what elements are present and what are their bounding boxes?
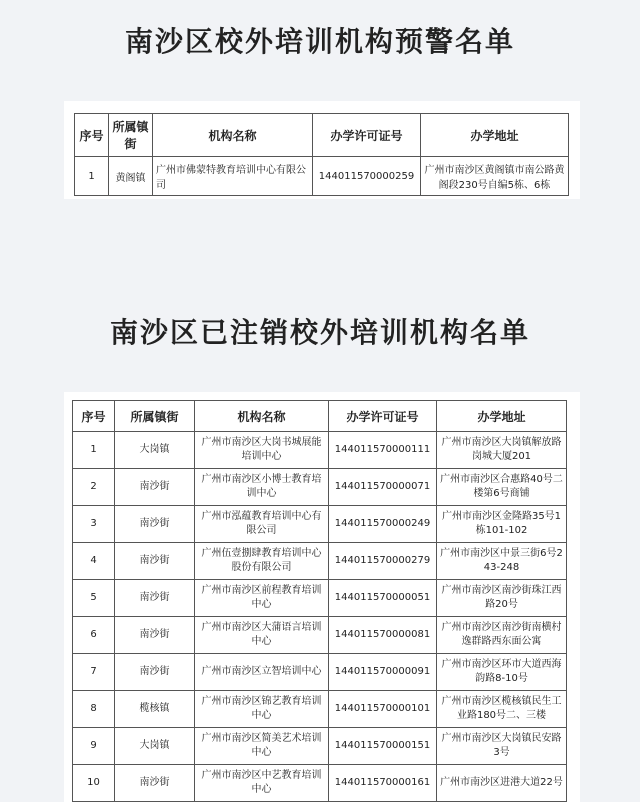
header-town: 所属镇街 xyxy=(109,114,153,157)
table-row xyxy=(73,765,567,802)
cell-institution-name: 广州市南沙区前程教育培训中心 xyxy=(195,580,329,617)
cell-license-number: 144011570000081 xyxy=(329,617,437,654)
table-row xyxy=(73,728,567,765)
cell-license-number: 144011570000279 xyxy=(329,543,437,580)
cancelled-list-card xyxy=(64,392,580,802)
table-header-row xyxy=(75,114,569,157)
table-row xyxy=(73,580,567,617)
cell-institution-name: 广州市泓蕴教育培训中心有限公司 xyxy=(195,506,329,543)
header-town: 所属镇街 xyxy=(115,401,195,432)
cell-license-number: 144011570000111 xyxy=(329,432,437,469)
cancelled-list-title: 南沙区已注销校外培训机构名单 xyxy=(109,316,530,349)
cell-town: 南沙街 xyxy=(115,654,195,691)
cell-address: 广州市南沙区环市大道西海韵路8-10号 xyxy=(437,654,567,691)
cell-town: 南沙街 xyxy=(115,469,195,506)
table-row xyxy=(73,506,567,543)
table-header-row xyxy=(73,401,567,432)
cell-town: 南沙街 xyxy=(115,580,195,617)
warning-list-card xyxy=(64,101,580,199)
header-institution-name: 机构名称 xyxy=(195,401,329,432)
cell-license-number: 144011570000161 xyxy=(329,765,437,802)
cell-address: 广州市南沙区中景三街6号243-248 xyxy=(437,543,567,580)
cell-institution-name: 广州市南沙区小博士教育培训中心 xyxy=(195,469,329,506)
cell-index: 1 xyxy=(73,432,115,469)
cell-address: 广州市南沙区榄核镇民生工业路180号二、三楼 xyxy=(437,691,567,728)
cell-town: 南沙街 xyxy=(115,543,195,580)
cell-institution-name: 广州市南沙区大蒲语言培训中心 xyxy=(195,617,329,654)
cell-institution-name: 广州市佛蒙特教育培训中心有限公司 xyxy=(153,157,313,196)
header-index: 序号 xyxy=(75,114,109,157)
warning-list-title: 南沙区校外培训机构预警名单 xyxy=(124,25,515,58)
warning-list-table xyxy=(74,113,569,196)
header-institution-name: 机构名称 xyxy=(153,114,313,157)
header-index: 序号 xyxy=(73,401,115,432)
cell-index: 1 xyxy=(75,157,109,196)
cell-address: 广州市南沙区黄阁镇市南公路黄阁段230号自编5栋、6栋 xyxy=(421,157,569,196)
cell-town: 黄阁镇 xyxy=(109,157,153,196)
cell-town: 南沙街 xyxy=(115,765,195,802)
cell-license-number: 144011570000151 xyxy=(329,728,437,765)
cell-index: 6 xyxy=(73,617,115,654)
cell-town: 南沙街 xyxy=(115,617,195,654)
cell-address: 广州市南沙区大岗镇民安路3号 xyxy=(437,728,567,765)
cell-institution-name: 广州市南沙区简美艺术培训中心 xyxy=(195,728,329,765)
cell-license-number: 144011570000101 xyxy=(329,691,437,728)
cell-address: 广州市南沙区进港大道22号 xyxy=(437,765,567,802)
table-row xyxy=(73,691,567,728)
cell-index: 9 xyxy=(73,728,115,765)
header-license-number: 办学许可证号 xyxy=(329,401,437,432)
table-row xyxy=(73,654,567,691)
table-row xyxy=(73,617,567,654)
cell-town: 大岗镇 xyxy=(115,728,195,765)
cell-address: 广州市南沙区南沙街珠江西路20号 xyxy=(437,580,567,617)
cell-address: 广州市南沙区金隆路35号1栋101-102 xyxy=(437,506,567,543)
table-row xyxy=(73,469,567,506)
cell-license-number: 144011570000071 xyxy=(329,469,437,506)
cell-index: 7 xyxy=(73,654,115,691)
cell-institution-name: 广州伍壹捌肆教育培训中心股份有限公司 xyxy=(195,543,329,580)
header-license-number: 办学许可证号 xyxy=(313,114,421,157)
cell-index: 8 xyxy=(73,691,115,728)
cell-institution-name: 广州市南沙区中艺教育培训中心 xyxy=(195,765,329,802)
cancelled-list-table xyxy=(72,400,567,802)
table-row xyxy=(73,543,567,580)
cell-town: 榄核镇 xyxy=(115,691,195,728)
cell-institution-name: 广州市南沙区大岗书城展能培训中心 xyxy=(195,432,329,469)
cell-address: 广州市南沙区合惠路40号二楼第6号商铺 xyxy=(437,469,567,506)
cell-institution-name: 广州市南沙区锦艺教育培训中心 xyxy=(195,691,329,728)
cell-index: 4 xyxy=(73,543,115,580)
cell-address: 广州市南沙区南沙街南横村逸群路西东面公寓 xyxy=(437,617,567,654)
cell-index: 2 xyxy=(73,469,115,506)
cell-institution-name: 广州市南沙区立智培训中心 xyxy=(195,654,329,691)
cell-town: 大岗镇 xyxy=(115,432,195,469)
cell-index: 10 xyxy=(73,765,115,802)
cell-address: 广州市南沙区大岗镇解放路岗城大厦201 xyxy=(437,432,567,469)
cell-license-number: 144011570000051 xyxy=(329,580,437,617)
header-address: 办学地址 xyxy=(437,401,567,432)
cell-index: 5 xyxy=(73,580,115,617)
table-row xyxy=(73,432,567,469)
cell-license-number: 144011570000249 xyxy=(329,506,437,543)
cell-license-number: 144011570000259 xyxy=(313,157,421,196)
table-row xyxy=(75,157,569,196)
cell-town: 南沙街 xyxy=(115,506,195,543)
header-address: 办学地址 xyxy=(421,114,569,157)
cell-index: 3 xyxy=(73,506,115,543)
cell-license-number: 144011570000091 xyxy=(329,654,437,691)
